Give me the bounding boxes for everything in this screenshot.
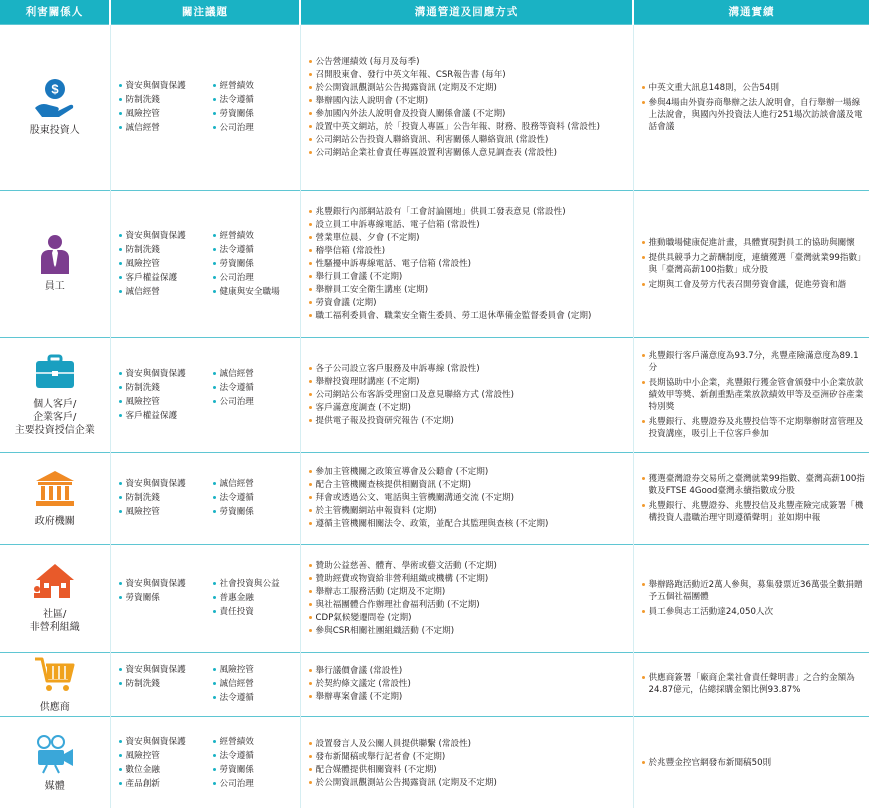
issues-list-right (213, 366, 254, 424)
channels-list (305, 206, 629, 322)
channel-item: 公司網站公告投資人聯絡資訊、利害關係人聯絡資訊 (常設性) (309, 134, 629, 146)
channel-item: 職工福利委員會、職業安全衛生委員、勞工退休準備金監督委員會 (定期) (309, 310, 629, 322)
issue-item: 誠信經營 (213, 478, 254, 490)
issues-list-right (213, 78, 254, 136)
issues-cell (110, 337, 300, 452)
table-row (0, 652, 869, 716)
stakeholder-name (4, 515, 106, 528)
results-list (638, 473, 866, 524)
result-item: 兆豐銀行客戶滿意度為93.7分，兆豐產險滿意度為89.1分 (642, 350, 866, 374)
channel-item: 參加國內外法人說明會及投資人關係會議 (不定期) (309, 108, 629, 120)
channel-item: 性騷擾申訴專線電話、電子信箱 (常設性) (309, 258, 629, 270)
investor-hand-dollar-icon (29, 78, 81, 118)
channel-item: CDP氣候變遷問卷 (定期) (309, 612, 629, 624)
issue-item: 資安與個資保護 (119, 80, 207, 92)
channel-item: 兆豐銀行內部網站設有「工會討論園地」供員工發表意見 (常設性) (309, 206, 629, 218)
issue-item: 法令遵循 (213, 244, 280, 256)
issue-item: 資安與個資保護 (119, 230, 207, 242)
issue-item: 資安與個資保護 (119, 368, 207, 380)
channel-item: 於公開資訊觀測站公告揭露資訊 (定期及不定期) (309, 777, 629, 789)
stakeholder-name-line: 股東投資人 (29, 124, 80, 136)
issue-item: 勞資關係 (119, 592, 207, 604)
results-list (638, 350, 866, 440)
issue-item: 客戶權益保護 (119, 410, 207, 422)
channel-item: 提供電子報及投資研究報告 (不定期) (309, 415, 629, 427)
results-cell (633, 190, 869, 337)
stakeholder-cell (0, 24, 110, 190)
channel-item: 舉辦專案會議 (不定期) (309, 691, 629, 703)
channel-item: 參與CSR相關社團組織活動 (不定期) (309, 625, 629, 637)
table-header (0, 0, 869, 24)
issue-item: 經營績效 (213, 230, 280, 242)
issue-item: 健康與安全職場 (213, 286, 280, 298)
issue-item: 風險控管 (119, 396, 207, 408)
issues-list-left (119, 228, 207, 300)
header-results: 溝通實績 (633, 0, 869, 24)
channels-list (305, 665, 629, 703)
result-item: 推動職場健康促進計畫，具體實現對員工的協助與關懷 (642, 237, 866, 249)
channel-item: 參加主管機關之政策宣導會及公聽會 (不定期) (309, 466, 629, 478)
table-row (0, 337, 869, 452)
issue-item: 普惠金融 (213, 592, 280, 604)
table-row (0, 544, 869, 652)
header-stakeholder: 利害關係人 (0, 0, 110, 24)
shopping-cart-icon (29, 655, 81, 695)
issue-item: 法令遵循 (213, 750, 254, 762)
stakeholder-name-line: 員工 (44, 281, 65, 292)
employee-icon (29, 234, 81, 274)
government-building-icon (29, 469, 81, 509)
channel-item: 拜會或透過公文、電話與主管機關溝通交流 (不定期) (309, 492, 629, 504)
issue-item: 勞資關係 (213, 108, 254, 120)
issue-item: 誠信經營 (213, 678, 254, 690)
stakeholder-cell (0, 716, 110, 808)
result-item: 中英文重大訊息148則，公告54則 (642, 82, 866, 94)
channel-item: 設置發言人及公關人員提供聯繫 (常設性) (309, 738, 629, 750)
stakeholder-name-line: 非營利組織 (29, 622, 80, 633)
issue-item: 風險控管 (119, 258, 207, 270)
header-issues: 關注議題 (110, 0, 300, 24)
channel-item: 於主管機關網站申報資料 (定期) (309, 505, 629, 517)
issue-item: 公司治理 (213, 396, 254, 408)
table-row (0, 452, 869, 544)
stakeholder-name (4, 701, 106, 714)
issues-list-left (119, 366, 207, 424)
stakeholder-name (4, 398, 106, 437)
issues-list-left (119, 476, 207, 520)
stakeholder-name-line: 政府機關 (34, 515, 75, 527)
channel-item: 勞資會議 (定期) (309, 297, 629, 309)
channel-item: 舉行議價會議 (常設性) (309, 665, 629, 677)
channel-item: 設立員工申訴專線電話、電子信箱 (常設性) (309, 219, 629, 231)
result-item: 獲選臺灣證券交易所之臺灣就業99指數、臺灣高薪100指數及FTSE 4Good臺灣永續指數成分股 (642, 473, 866, 497)
briefcase-icon (29, 352, 81, 392)
results-cell (633, 544, 869, 652)
issue-item: 勞資關係 (213, 506, 254, 518)
channels-cell (300, 716, 633, 808)
channel-item: 於契約條文議定 (常設性) (309, 678, 629, 690)
channels-cell (300, 337, 633, 452)
result-item: 長期協助中小企業，兆豐銀行獲金管會頒發中小企業放款績效甲等獎、新創重點產業放款績效甲等及亞洲矽谷產業特別獎 (642, 377, 866, 413)
issue-item: 風險控管 (119, 750, 207, 762)
channel-item: 發布新聞稿或舉行記者會 (不定期) (309, 751, 629, 763)
issues-list-left (119, 734, 207, 792)
issue-item: 防制洗錢 (119, 678, 207, 690)
channel-item: 舉行員工會議 (不定期) (309, 271, 629, 283)
table-row (0, 716, 869, 808)
issue-item: 風險控管 (119, 108, 207, 120)
issues-cell (110, 716, 300, 808)
stakeholder-cell (0, 452, 110, 544)
issues-cell (110, 24, 300, 190)
channel-item: 公告營運績效 (每月及每季) (309, 56, 629, 68)
channels-cell (300, 544, 633, 652)
stakeholder-name-line: 社區/ (43, 609, 67, 620)
stakeholder-name-line: 企業客戶/ (33, 412, 77, 423)
stakeholder-cell (0, 544, 110, 652)
channel-item: 配合媒體提供相關資料 (不定期) (309, 764, 629, 776)
channel-item: 與社福團體合作辦理社會福利活動 (不定期) (309, 599, 629, 611)
issue-item: 誠信經營 (119, 286, 207, 298)
header-channels: 溝通管道及回應方式 (300, 0, 633, 24)
issue-item: 公司治理 (213, 778, 254, 790)
issue-item: 勞資關係 (213, 258, 280, 270)
stakeholder-name (4, 608, 106, 634)
channel-item: 舉辦志工服務活動 (定期及不定期) (309, 586, 629, 598)
stakeholder-name-line: 主要投資授信企業 (14, 425, 95, 436)
results-cell (633, 452, 869, 544)
issue-item: 客戶權益保護 (119, 272, 207, 284)
channel-item: 遵循主管機關相關法令、政策，並配合其監理與查核 (不定期) (309, 518, 629, 530)
results-list (638, 237, 866, 291)
issue-item: 法令遵循 (213, 94, 254, 106)
issue-item: 防制洗錢 (119, 382, 207, 394)
issues-cell (110, 652, 300, 716)
results-cell (633, 337, 869, 452)
result-item: 參與4場由外資券商舉辦之法人說明會，自行舉辦一場線上法說會，與國內外投資法人進行251場次訪談會議及電話會議 (642, 97, 866, 133)
result-item: 提供具競爭力之薪酬制度，連續獲選「臺灣就業99指數」與「臺灣高薪100指數」成分股 (642, 252, 866, 276)
results-list (638, 82, 866, 133)
issue-item: 經營績效 (213, 80, 254, 92)
issues-list-right (213, 662, 254, 706)
issue-item: 數位金融 (119, 764, 207, 776)
issue-item: 誠信經營 (213, 368, 254, 380)
issue-item: 風險控管 (213, 664, 254, 676)
stakeholder-name (4, 280, 106, 293)
result-item: 於兆豐金控官網發布新聞稿50則 (642, 757, 866, 769)
issues-cell (110, 544, 300, 652)
results-cell (633, 652, 869, 716)
issue-item: 資安與個資保護 (119, 736, 207, 748)
channels-cell (300, 452, 633, 544)
issue-item: 產品創新 (119, 778, 207, 790)
stakeholder-name-line: 個人客戶/ (33, 399, 77, 410)
results-cell (633, 24, 869, 190)
result-item: 舉辦路跑活動近2萬人參與，募集發票近36萬張全數捐贈予五個社福團體 (642, 579, 866, 603)
channel-item: 各子公司設立客戶服務及申訴專線 (常設性) (309, 363, 629, 375)
result-item: 兆豐銀行、兆豐證券、兆豐投信及兆豐產險完成簽署「機構投資人盡職治理守則遵循聲明」並如期申報 (642, 500, 866, 524)
issues-list-left (119, 662, 207, 706)
stakeholder-name (4, 780, 106, 793)
issues-cell (110, 190, 300, 337)
channels-list (305, 466, 629, 530)
results-cell (633, 716, 869, 808)
channel-item: 舉辦員工安全衛生講座 (定期) (309, 284, 629, 296)
channels-list (305, 738, 629, 789)
issue-item: 資安與個資保護 (119, 578, 207, 590)
issues-list-left (119, 576, 207, 620)
channels-list (305, 363, 629, 427)
issue-item: 法令遵循 (213, 382, 254, 394)
issue-item: 公司治理 (213, 122, 254, 134)
issues-list-right (213, 734, 254, 792)
results-list (638, 672, 866, 696)
stakeholder-cell (0, 337, 110, 452)
channel-item: 舉辦投資理財講座 (不定期) (309, 376, 629, 388)
issue-item: 社會投資與公益 (213, 578, 280, 590)
community-house-icon (29, 562, 81, 602)
video-camera-icon (29, 734, 81, 774)
channel-item: 召開股東會、發行中英文年報、CSR報告書 (每年) (309, 69, 629, 81)
issue-item: 誠信經營 (119, 122, 207, 134)
result-item: 員工參與志工活動達24,050人次 (642, 606, 866, 618)
channels-list (305, 560, 629, 637)
issue-item: 責任投資 (213, 606, 280, 618)
issues-list-right (213, 228, 280, 300)
stakeholder-name-line: 媒體 (44, 780, 65, 792)
stakeholder-name-line: 供應商 (39, 701, 70, 713)
results-list (638, 579, 866, 618)
channel-item: 稽學信箱 (常設性) (309, 245, 629, 257)
issue-item: 法令遵循 (213, 492, 254, 504)
result-item: 兆豐銀行、兆豐證券及兆豐投信等不定期舉辦財富管理及投資講座，吸引上千位客戶參加 (642, 416, 866, 440)
result-item: 定期與工會及勞方代表召開勞資會議，促進勞資和諧 (642, 279, 866, 291)
results-list (638, 757, 866, 769)
issue-item: 公司治理 (213, 272, 280, 284)
issues-list-right (213, 476, 254, 520)
issue-item: 防制洗錢 (119, 244, 207, 256)
issue-item: 資安與個資保護 (119, 664, 207, 676)
issue-item: 防制洗錢 (119, 492, 207, 504)
channel-item: 贊助公益慈善、體育、學術或藝文活動 (不定期) (309, 560, 629, 572)
channels-cell (300, 24, 633, 190)
issues-list-right (213, 576, 280, 620)
channels-list (305, 56, 629, 159)
issues-cell (110, 452, 300, 544)
issue-item: 風險控管 (119, 506, 207, 518)
table-row (0, 190, 869, 337)
issues-list-left (119, 78, 207, 136)
result-item: 供應商簽署「廠商企業社會責任聲明書」之合約金額為24.87億元，佔總採購金額比例93.87% (642, 672, 866, 696)
stakeholder-cell (0, 652, 110, 716)
stakeholder-name (4, 124, 106, 137)
issue-item: 勞資關係 (213, 764, 254, 776)
channel-item: 公司網站公布客訴受理窗口及意見聯絡方式 (常設性) (309, 389, 629, 401)
channel-item: 配合主管機關查核提供相關資訊 (不定期) (309, 479, 629, 491)
stakeholder-cell (0, 190, 110, 337)
channel-item: 設置中英文網站，於「投資人專區」公告年報、財務、股務等資料 (常設性) (309, 121, 629, 133)
issue-item: 防制洗錢 (119, 94, 207, 106)
channel-item: 客戶滿意度調查 (不定期) (309, 402, 629, 414)
table-row (0, 24, 869, 190)
channel-item: 公司網站企業社會責任專區設置利害關係人意見調查表 (常設性) (309, 147, 629, 159)
channels-cell (300, 652, 633, 716)
channel-item: 於公開資訊觀測站公告揭露資訊 (定期及不定期) (309, 82, 629, 94)
issue-item: 經營績效 (213, 736, 254, 748)
channel-item: 舉辦國內法人說明會 (不定期) (309, 95, 629, 107)
channel-item: 贊助經費或物資給非營利組織或機構 (不定期) (309, 573, 629, 585)
issue-item: 法令遵循 (213, 692, 254, 704)
svg-text:$: $ (51, 81, 59, 96)
channel-item: 營業單位晨、夕會 (不定期) (309, 232, 629, 244)
issue-item: 資安與個資保護 (119, 478, 207, 490)
channels-cell (300, 190, 633, 337)
